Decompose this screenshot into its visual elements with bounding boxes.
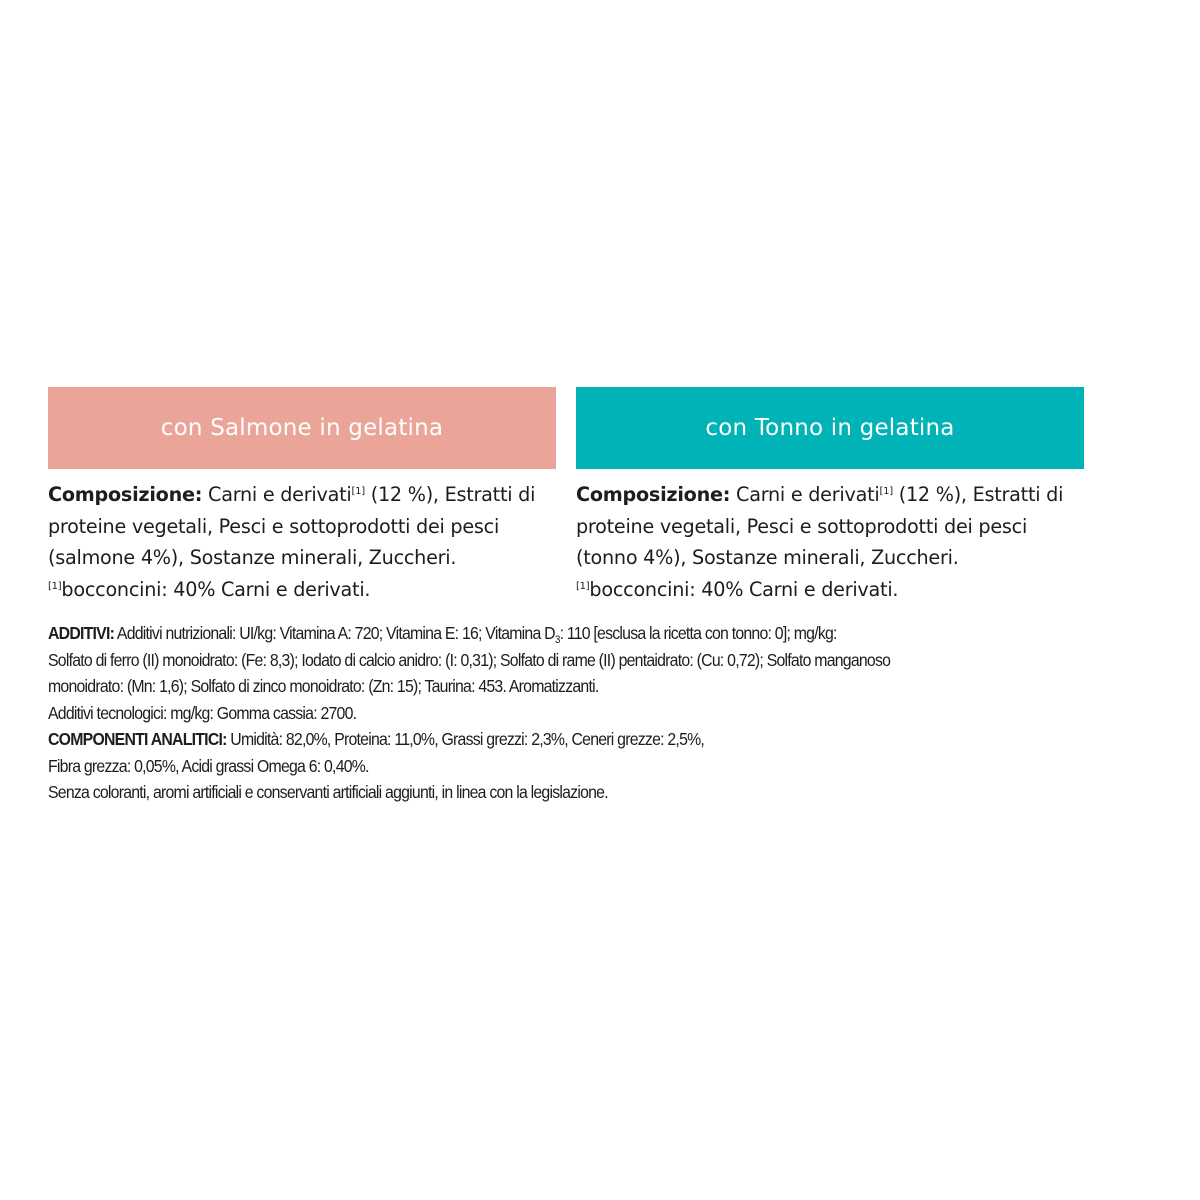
additives-label: ADDITIVI: bbox=[48, 623, 115, 643]
additives-line-3: monoidrato: (Mn: 1,6); Solfato di zinco monoidrato: (Zn: 15); Taurina: 453. Aromatizzanti. bbox=[48, 676, 599, 696]
salmon-composition-line-2: proteine vegetali, Pesci e sottoprodotti dei pesci bbox=[48, 514, 500, 538]
additives-text-2: : 110 [esclusa la ricetta con tonno: 0]; mg/kg: bbox=[559, 623, 837, 643]
salmon-composition-label: Composizione: bbox=[48, 483, 203, 506]
analytical-line-1 bbox=[48, 726, 1056, 753]
salmon-title-banner bbox=[48, 387, 556, 469]
salmon-footnote bbox=[48, 574, 556, 606]
salmon-footnote-marker: [1] bbox=[48, 580, 62, 592]
tuna-title: con Tonno in gelatina bbox=[705, 415, 955, 441]
salmon-footnote-ref: [1] bbox=[351, 486, 365, 497]
salmon-composition bbox=[48, 479, 556, 605]
salmon-composition-text-2: (12 %), Estratti di bbox=[364, 483, 536, 506]
technological-additives: Additivi tecnologici: mg/kg: Gomma cassia: 2700. bbox=[48, 702, 357, 723]
nutrition-details bbox=[48, 620, 1056, 806]
additives-text-1: Additivi nutrizionali: UI/kg: Vitamina A: 720; Vitamina E: 16; Vitamina D bbox=[114, 623, 555, 643]
analytical-line-2: Fibra grezza: 0,05%, Acidi grassi Omega 6: 0,40%. bbox=[48, 755, 369, 776]
additives-line-2: Solfato di ferro (II) monoidrato: (Fe: 8,3); Iodato di calcio anidro: (I: 0,31); Solfato di rame (II) pentaidrato: (Cu: 0,72); Solfato manganoso bbox=[48, 649, 891, 670]
salmon-title: con Salmone in gelatina bbox=[160, 415, 444, 441]
salmon-composition-line-1 bbox=[48, 479, 556, 511]
tuna-footnote-marker: [1] bbox=[576, 580, 590, 592]
tuna-composition-line-3: (tonno 4%), Sostanze minerali, Zuccheri. bbox=[576, 546, 959, 569]
tuna-footnote bbox=[576, 574, 1084, 606]
salmon-column bbox=[48, 387, 556, 605]
tuna-composition-line-2: proteine vegetali, Pesci e sottoprodotti dei pesci bbox=[576, 514, 1028, 538]
tuna-title-banner bbox=[576, 387, 1084, 469]
tuna-composition-label: Composizione: bbox=[576, 483, 731, 506]
tuna-composition-text-1: Carni e derivati bbox=[730, 483, 880, 506]
salmon-composition-line-3: (salmone 4%), Sostanze minerali, Zuccheri. bbox=[48, 546, 457, 569]
tuna-composition-text-2: (12 %), Estratti di bbox=[892, 483, 1064, 506]
salmon-composition-text-1: Carni e derivati bbox=[202, 483, 352, 506]
vitamin-d-subscript: 3 bbox=[554, 634, 560, 646]
additives-line-1 bbox=[48, 620, 1056, 647]
analytical-label: COMPONENTI ANALITICI: bbox=[48, 729, 227, 749]
tuna-column bbox=[576, 387, 1084, 605]
salmon-footnote-text: bocconcini: 40% Carni e derivati. bbox=[61, 577, 371, 601]
tuna-composition-line-1 bbox=[576, 479, 1084, 511]
analytical-text-1: Umidità: 82,0%, Proteina: 11,0%, Grassi grezzi: 2,3%, Ceneri grezze: 2,5%, bbox=[226, 729, 705, 749]
footer-statement: Senza coloranti, aromi artificiali e conservanti artificiali aggiunti, in linea con la legislazione. bbox=[48, 782, 608, 802]
tuna-footnote-ref: [1] bbox=[879, 486, 893, 497]
tuna-composition bbox=[576, 479, 1084, 605]
tuna-footnote-text: bocconcini: 40% Carni e derivati. bbox=[589, 577, 899, 601]
